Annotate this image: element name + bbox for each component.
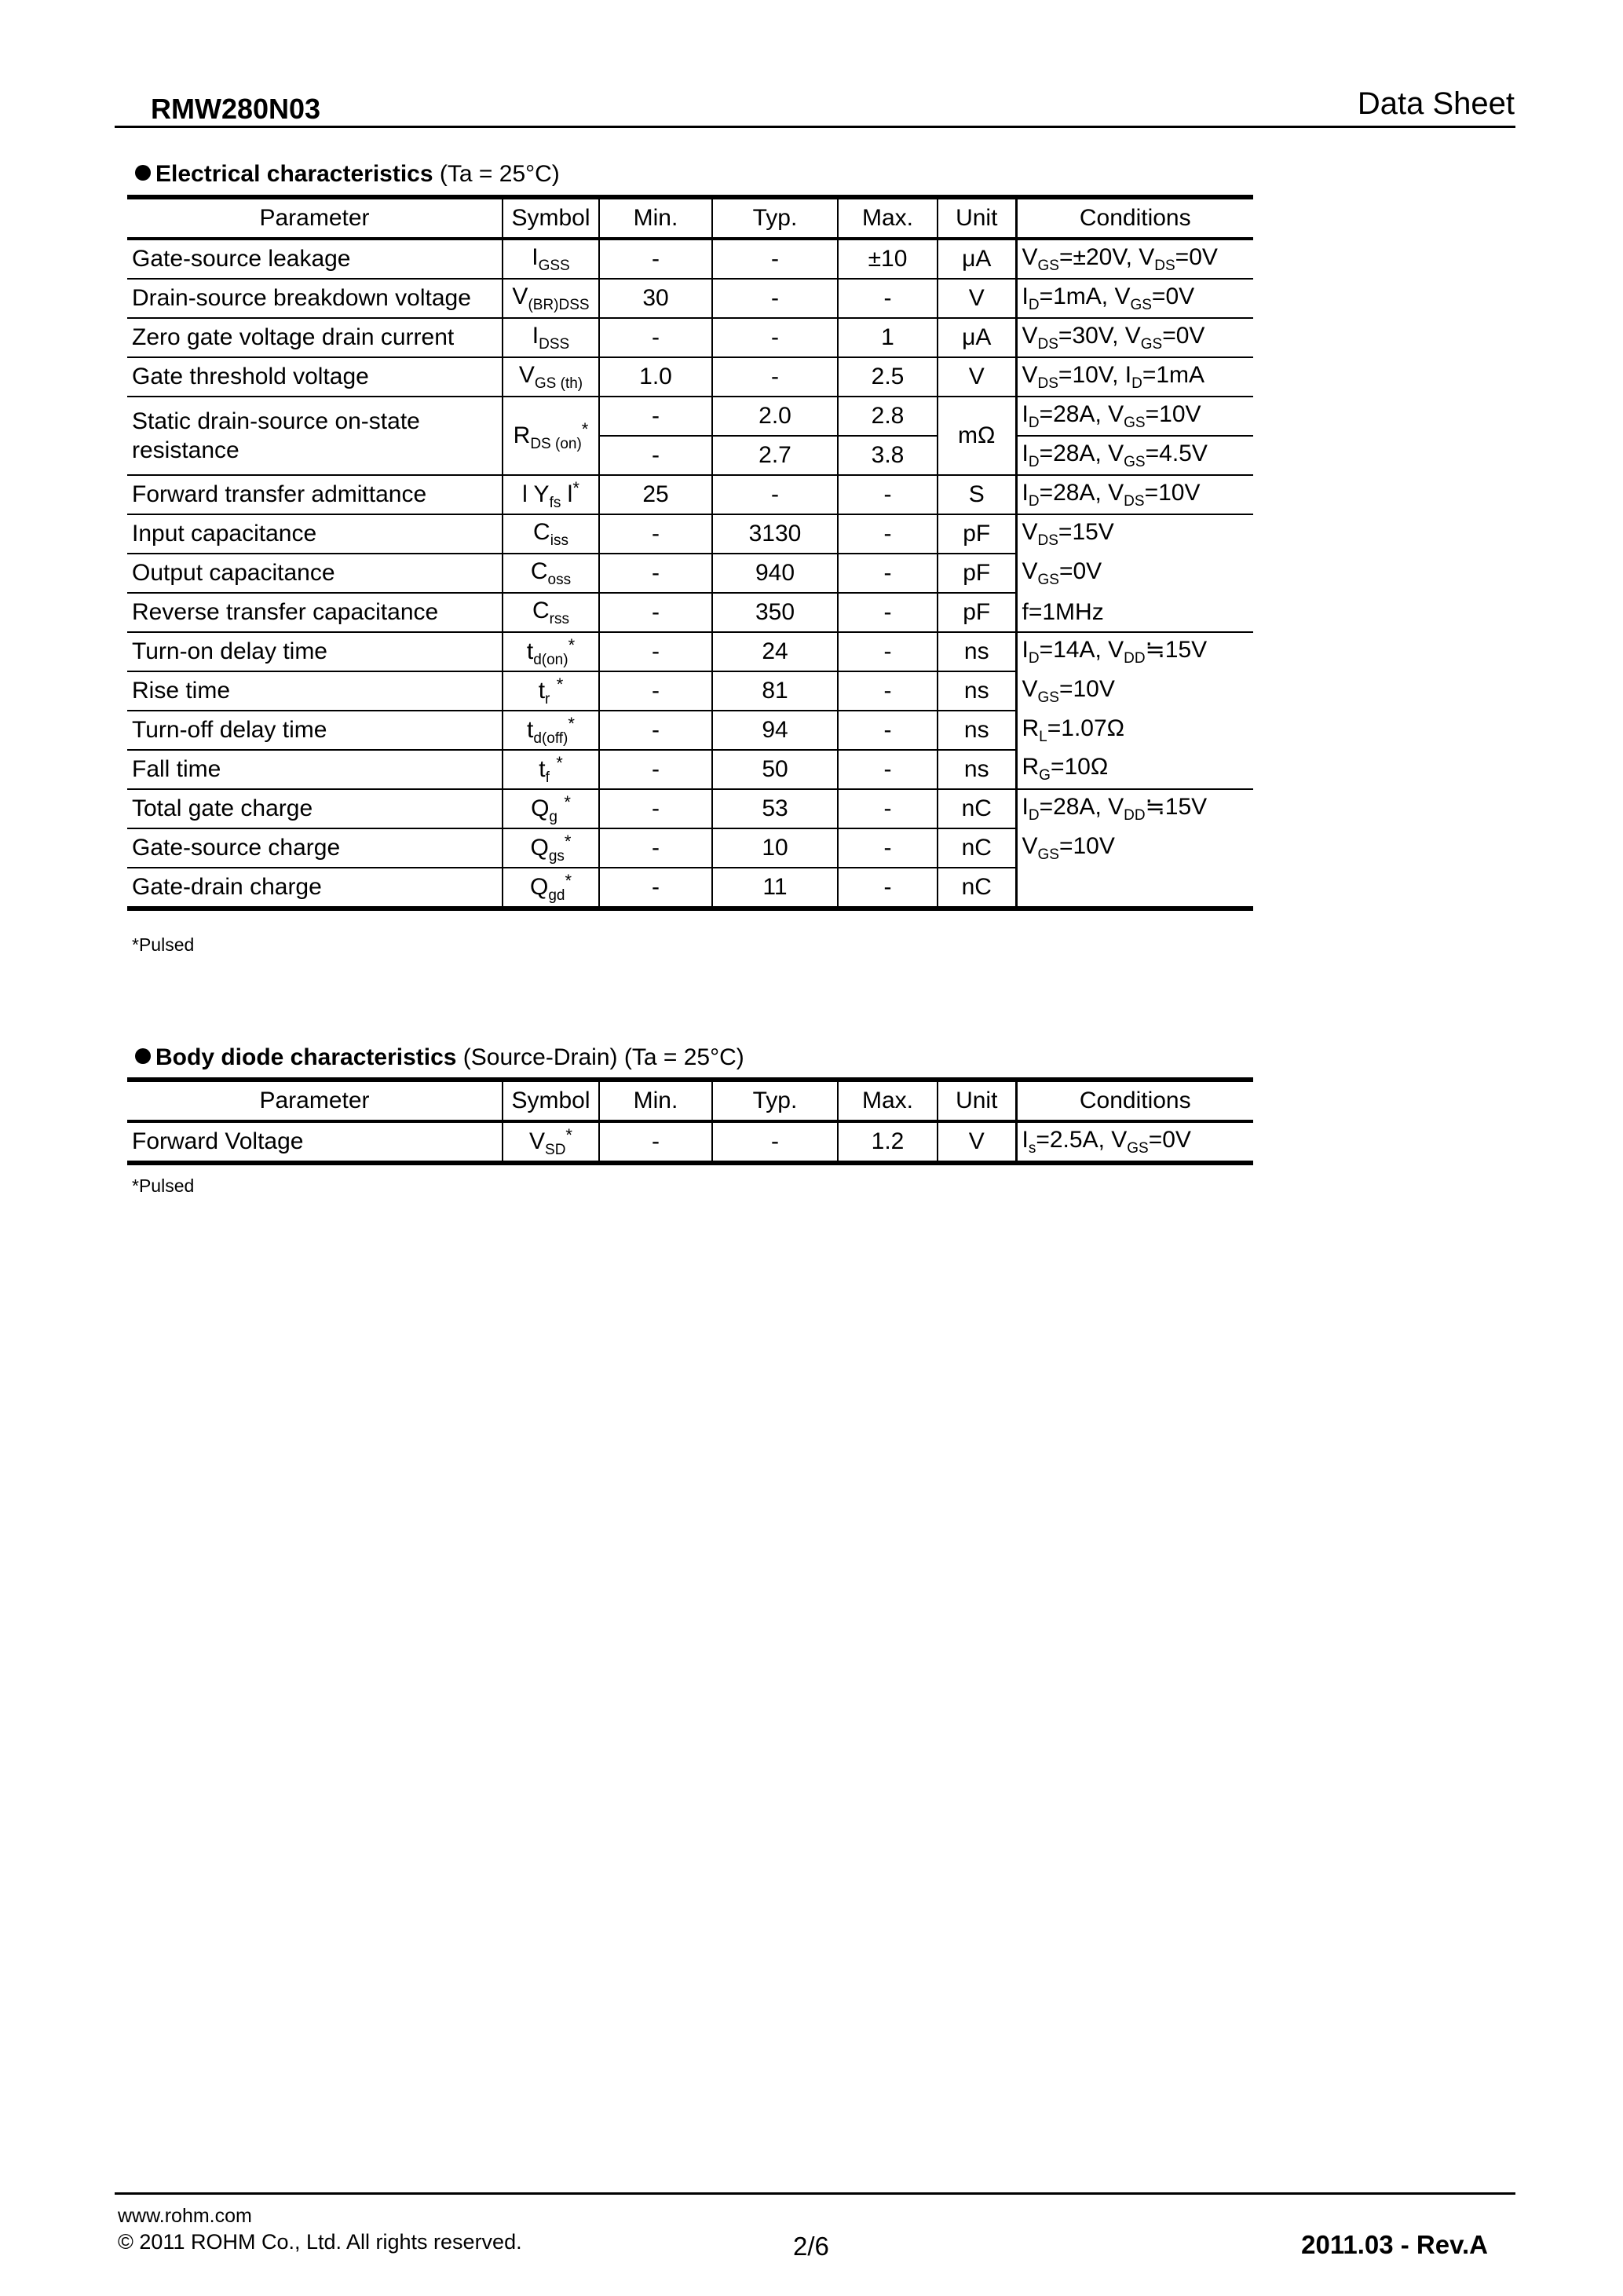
table-row xyxy=(127,593,1253,632)
min-cell: - xyxy=(599,239,712,279)
param-cell: Drain-source breakdown voltage xyxy=(127,279,503,318)
table-row xyxy=(127,828,1253,868)
param-cell: Output capacitance xyxy=(127,554,503,593)
bullet-icon xyxy=(135,1048,151,1064)
symbol-cell: $C_{rss}$ xyxy=(503,593,599,632)
typ-cell: 2.0 xyxy=(712,397,838,436)
symbol-cell: $V_{SD}^*$ xyxy=(503,1121,599,1163)
symbol-cell: $t_r$ * xyxy=(503,671,599,711)
max-cell: - xyxy=(838,554,938,593)
unit-cell: nC xyxy=(938,868,1016,909)
typ-cell: 11 xyxy=(712,868,838,909)
col-conditions: Conditions xyxy=(1016,197,1253,239)
bullet-icon xyxy=(135,165,151,181)
conditions-cell: $I_D=28A$, $V_{DS}=10V$ xyxy=(1016,475,1253,514)
max-cell: - xyxy=(838,475,938,514)
electrical-title xyxy=(135,161,560,188)
param-cell: Rise time xyxy=(127,671,503,711)
footer-revision: 2011.03 - Rev.A xyxy=(1301,2230,1488,2259)
col-typ: Typ. xyxy=(712,197,838,239)
param-cell: Forward Voltage xyxy=(127,1121,503,1163)
max-cell: - xyxy=(838,593,938,632)
max-cell: 1 xyxy=(838,318,938,357)
symbol-cell: $I_{DSS}$ xyxy=(503,318,599,357)
min-cell: - xyxy=(599,514,712,554)
electrical-title-cond: (Ta = 25°C) xyxy=(433,161,560,187)
footer-copyright: © 2011 ROHM Co., Ltd. All rights reserved. xyxy=(118,2230,522,2254)
min-cell: - xyxy=(599,632,712,671)
table-row xyxy=(127,1121,1253,1163)
unit-cell: V xyxy=(938,1121,1016,1163)
min-cell: - xyxy=(599,397,712,436)
symbol-cell: $C_{oss}$ xyxy=(503,554,599,593)
unit-cell: pF xyxy=(938,554,1016,593)
typ-cell: 53 xyxy=(712,789,838,828)
min-cell: - xyxy=(599,436,712,475)
header-rule xyxy=(115,126,1515,128)
typ-cell: 2.7 xyxy=(712,436,838,475)
col-unit: Unit xyxy=(938,1080,1016,1121)
typ-cell: - xyxy=(712,239,838,279)
param-cell: Gate-source leakage xyxy=(127,239,503,279)
typ-cell: - xyxy=(712,318,838,357)
unit-cell: nC xyxy=(938,789,1016,828)
min-cell: - xyxy=(599,1121,712,1163)
col-unit: Unit xyxy=(938,197,1016,239)
min-cell: - xyxy=(599,554,712,593)
unit-cell: ns xyxy=(938,632,1016,671)
typ-cell: - xyxy=(712,1121,838,1163)
symbol-cell: l $Y_{fs}$ l* xyxy=(503,475,599,514)
col-max: Max. xyxy=(838,1080,938,1121)
symbol-cell: $V_{GS (th)}$ xyxy=(503,357,599,397)
max-cell: - xyxy=(838,279,938,318)
min-cell: - xyxy=(599,711,712,750)
min-cell: - xyxy=(599,318,712,357)
conditions-cell: $I_D=28A$, $V_{GS}=10V$ xyxy=(1016,397,1253,436)
symbol-cell: $R_{DS (on)}^*$ xyxy=(503,397,599,475)
param-cell: Total gate charge xyxy=(127,789,503,828)
max-cell: - xyxy=(838,711,938,750)
conditions-cell: $R_G=10\Omega$ xyxy=(1016,750,1253,789)
unit-cell: ns xyxy=(938,711,1016,750)
conditions-cell: $V_{DS}=10V$, $I_D=1mA$ xyxy=(1016,357,1253,397)
conditions-cell: $V_{DS}=15V$ xyxy=(1016,514,1253,554)
body-diode-title-bold: Body diode characteristics xyxy=(155,1044,457,1070)
conditions-cell xyxy=(1016,868,1253,909)
min-cell: - xyxy=(599,828,712,868)
col-conditions: Conditions xyxy=(1016,1080,1253,1121)
conditions-cell: $R_L=1.07\Omega$ xyxy=(1016,711,1253,750)
param-cell: Input capacitance xyxy=(127,514,503,554)
symbol-cell: $t_{d(off)}^*$ xyxy=(503,711,599,750)
typ-cell: - xyxy=(712,279,838,318)
unit-cell: μA xyxy=(938,318,1016,357)
symbol-cell: $t_{d(on)}^*$ xyxy=(503,632,599,671)
unit-cell: nC xyxy=(938,828,1016,868)
param-cell: Gate-drain charge xyxy=(127,868,503,909)
max-cell: 2.8 xyxy=(838,397,938,436)
symbol-cell: $C_{iss}$ xyxy=(503,514,599,554)
body-diode-header-row xyxy=(127,1080,1253,1121)
part-number: RMW280N03 xyxy=(151,93,321,125)
conditions-cell: $I_D=14A$, $V_{DD}≒15V$ xyxy=(1016,632,1253,671)
min-cell: 30 xyxy=(599,279,712,318)
typ-cell: 24 xyxy=(712,632,838,671)
table-row xyxy=(127,632,1253,671)
max-cell: - xyxy=(838,750,938,789)
body-diode-table xyxy=(127,1077,1253,1165)
conditions-cell: $V_{GS}=0V$ xyxy=(1016,554,1253,593)
table-row xyxy=(127,475,1253,514)
footer-url: www.rohm.com xyxy=(118,2205,252,2227)
max-cell: - xyxy=(838,868,938,909)
electrical-title-bold: Electrical characteristics xyxy=(155,161,433,187)
unit-cell: μA xyxy=(938,239,1016,279)
conditions-cell: $I_D=1mA$, $V_{GS}=0V$ xyxy=(1016,279,1253,318)
table-row xyxy=(127,671,1253,711)
electrical-note: *Pulsed xyxy=(132,934,195,955)
symbol-cell: $Q_{gs}^*$ xyxy=(503,828,599,868)
min-cell: - xyxy=(599,789,712,828)
min-cell: - xyxy=(599,671,712,711)
body-diode-title xyxy=(135,1044,744,1071)
footer-page: 2/6 xyxy=(793,2232,829,2261)
param-cell: Gate threshold voltage xyxy=(127,357,503,397)
unit-cell: ns xyxy=(938,671,1016,711)
table-row xyxy=(127,868,1253,909)
typ-cell: 81 xyxy=(712,671,838,711)
typ-cell: 350 xyxy=(712,593,838,632)
max-cell: 3.8 xyxy=(838,436,938,475)
min-cell: 1.0 xyxy=(599,357,712,397)
symbol-cell: $V_{(BR)DSS}$ xyxy=(503,279,599,318)
conditions-cell: $V_{GS}=\pm 20V$, $V_{DS}=0V$ xyxy=(1016,239,1253,279)
min-cell: 25 xyxy=(599,475,712,514)
symbol-cell: $I_{GSS}$ xyxy=(503,239,599,279)
symbol-cell: $Q_g$ * xyxy=(503,789,599,828)
unit-cell: S xyxy=(938,475,1016,514)
col-max: Max. xyxy=(838,197,938,239)
table-row xyxy=(127,711,1253,750)
col-typ: Typ. xyxy=(712,1080,838,1121)
table-row xyxy=(127,514,1253,554)
max-cell: - xyxy=(838,789,938,828)
max-cell: - xyxy=(838,514,938,554)
table-row xyxy=(127,279,1253,318)
unit-cell: pF xyxy=(938,514,1016,554)
col-parameter: Parameter xyxy=(127,197,503,239)
table-row xyxy=(127,397,1253,436)
typ-cell: - xyxy=(712,357,838,397)
typ-cell: 940 xyxy=(712,554,838,593)
unit-cell: ns xyxy=(938,750,1016,789)
unit-cell: V xyxy=(938,279,1016,318)
conditions-cell: $I_D=28A$, $V_{DD}≒15V$ xyxy=(1016,789,1253,828)
symbol-cell: $t_f$ * xyxy=(503,750,599,789)
col-symbol: Symbol xyxy=(503,1080,599,1121)
conditions-cell: $V_{DS}=30V$, $V_{GS}=0V$ xyxy=(1016,318,1253,357)
typ-cell: 94 xyxy=(712,711,838,750)
col-min: Min. xyxy=(599,1080,712,1121)
conditions-cell: $V_{GS}=10V$ xyxy=(1016,671,1253,711)
electrical-header-row xyxy=(127,197,1253,239)
table-row xyxy=(127,318,1253,357)
body-diode-title-cond: (Source-Drain) (Ta = 25°C) xyxy=(456,1044,744,1070)
max-cell: ±10 xyxy=(838,239,938,279)
electrical-table xyxy=(127,195,1253,911)
param-cell: Turn-on delay time xyxy=(127,632,503,671)
param-cell: Gate-source charge xyxy=(127,828,503,868)
max-cell: - xyxy=(838,632,938,671)
symbol-cell: $Q_{gd}^*$ xyxy=(503,868,599,909)
body-diode-note: *Pulsed xyxy=(132,1175,195,1196)
doc-type: Data Sheet xyxy=(1357,86,1515,121)
param-cell: Fall time xyxy=(127,750,503,789)
param-cell: Forward transfer admittance xyxy=(127,475,503,514)
unit-cell: V xyxy=(938,357,1016,397)
max-cell: 1.2 xyxy=(838,1121,938,1163)
max-cell: 2.5 xyxy=(838,357,938,397)
typ-cell: 10 xyxy=(712,828,838,868)
table-row xyxy=(127,750,1253,789)
typ-cell: 3130 xyxy=(712,514,838,554)
conditions-cell: $I_D=28A$, $V_{GS}=4.5V$ xyxy=(1016,436,1253,475)
footer-rule xyxy=(115,2192,1515,2195)
unit-cell: mΩ xyxy=(938,397,1016,475)
col-parameter: Parameter xyxy=(127,1080,503,1121)
param-cell: Zero gate voltage drain current xyxy=(127,318,503,357)
col-min: Min. xyxy=(599,197,712,239)
conditions-cell: $V_{GS}=10V$ xyxy=(1016,828,1253,868)
max-cell: - xyxy=(838,828,938,868)
col-symbol: Symbol xyxy=(503,197,599,239)
table-row xyxy=(127,789,1253,828)
conditions-cell: f=1MHz xyxy=(1016,593,1253,632)
param-cell: Reverse transfer capacitance xyxy=(127,593,503,632)
min-cell: - xyxy=(599,868,712,909)
param-cell: Static drain-source on-state resistance xyxy=(127,397,503,475)
max-cell: - xyxy=(838,671,938,711)
table-row xyxy=(127,239,1253,279)
param-cell: Turn-off delay time xyxy=(127,711,503,750)
table-row xyxy=(127,357,1253,397)
min-cell: - xyxy=(599,750,712,789)
conditions-cell: $I_s=2.5A$, $V_{GS}=0V$ xyxy=(1016,1121,1253,1163)
typ-cell: 50 xyxy=(712,750,838,789)
unit-cell: pF xyxy=(938,593,1016,632)
min-cell: - xyxy=(599,593,712,632)
table-row xyxy=(127,554,1253,593)
typ-cell: - xyxy=(712,475,838,514)
